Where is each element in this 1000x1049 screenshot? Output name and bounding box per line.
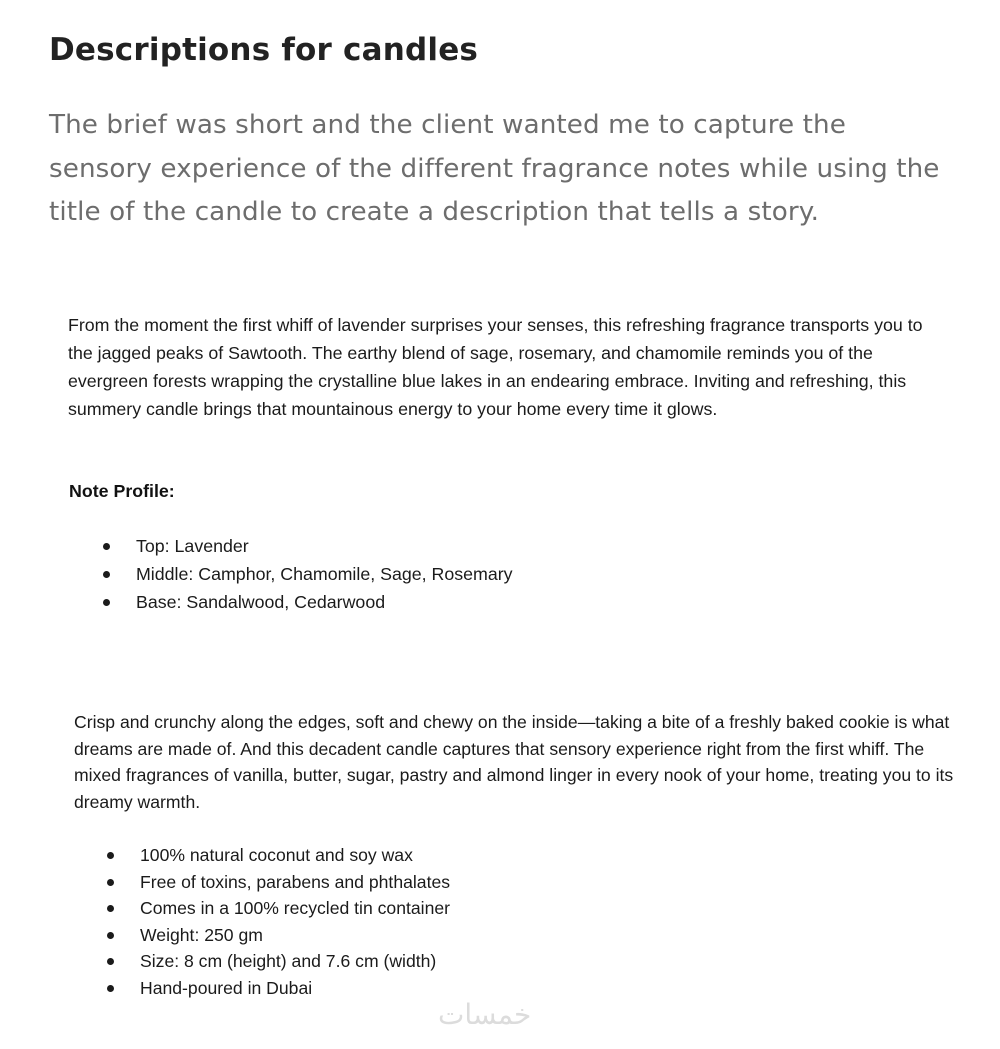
- list-item: Base: Sandalwood, Cedarwood: [102, 588, 513, 616]
- intro-paragraph: The brief was short and the client wanted me to capture the sensory experience of the different fragrance notes while using the title of the candle to create a description that tells a story.: [49, 110, 940, 227]
- list-item: Hand-poured in Dubai: [106, 975, 450, 1002]
- list-item: Comes in a 100% recycled tin container: [106, 895, 450, 922]
- product-features-list: [106, 842, 450, 1001]
- watermark-logo: خمسات: [438, 998, 532, 1031]
- candle-1-description: From the moment the first whiff of lavender surprises your senses, this refreshing fragrance transports you to the jagged peaks of Sawtooth. The earthy blend of sage, rosemary, and chamomile reminds you of the evergreen forests wrapping the crystalline blue lakes in an endearing embrace. Inviting and refreshing, this summery candle brings that mountainous energy to your home every time it glows.: [68, 315, 923, 419]
- list-item: Middle: Camphor, Chamomile, Sage, Rosemary: [102, 560, 513, 588]
- list-item: 100% natural coconut and soy wax: [106, 842, 450, 869]
- list-item: Top: Lavender: [102, 532, 513, 560]
- page-title: Descriptions for candles: [49, 32, 479, 68]
- list-item: Weight: 250 gm: [106, 922, 450, 949]
- note-profile-heading: Note Profile:: [69, 481, 175, 501]
- candle-2-description: Crisp and crunchy along the edges, soft and chewy on the inside—taking a bite of a freshly baked cookie is what dreams are made of. And this decadent candle captures that sensory experience right from the first whiff. The mixed fragrances of vanilla, butter, sugar, pastry and almond linger in every nook of your home, treating you to its dreamy warmth.: [74, 712, 954, 812]
- note-profile-list: [102, 532, 513, 616]
- list-item: Free of toxins, parabens and phthalates: [106, 869, 450, 896]
- list-item: Size: 8 cm (height) and 7.6 cm (width): [106, 948, 450, 975]
